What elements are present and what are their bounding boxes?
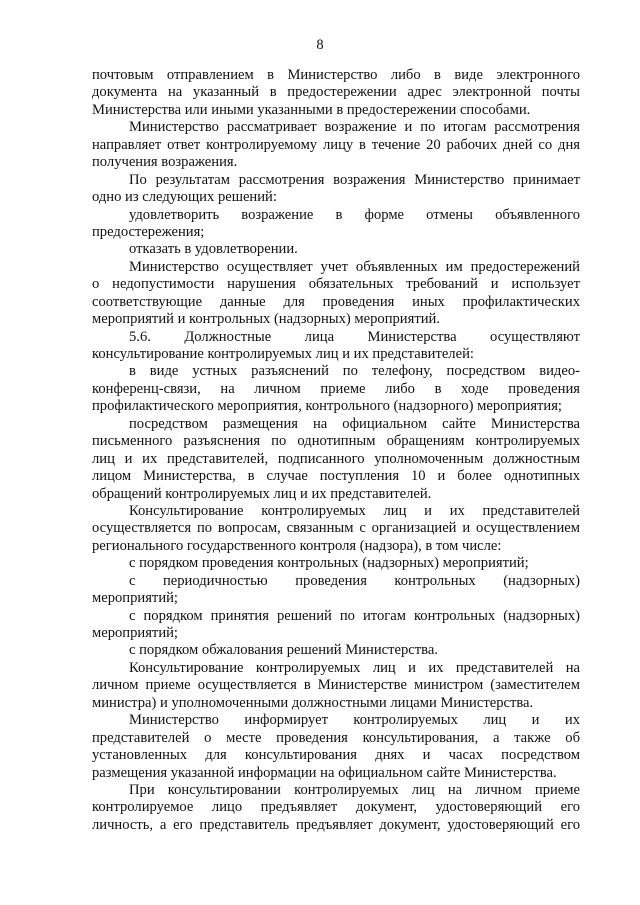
document-body bbox=[92, 67, 580, 834]
text-line: получения возражения. bbox=[92, 154, 238, 171]
text-line: мероприятий и контрольных (надзорных) мероприятий. bbox=[92, 311, 440, 328]
text-line: Министерство осуществляет учет объявленных им предостережений bbox=[129, 258, 580, 275]
text-line: личном приеме осуществляется в Министерстве министром (заместителем bbox=[92, 677, 580, 694]
text-line: одно из следующих решений: bbox=[92, 189, 277, 206]
text-line: установленных для консультирования днях и часах посредством bbox=[92, 747, 580, 764]
text-line: предостережения; bbox=[92, 223, 205, 240]
text-line: удовлетворить возражение в форме отмены объявленного bbox=[129, 206, 580, 223]
text-line: о недопустимости нарушения обязательных требований и использует bbox=[92, 276, 580, 293]
text-line: Консультирование контролируемых лиц и их представителей на bbox=[129, 659, 580, 676]
text-line: конференц-связи, на личном приеме либо в ходе проведения bbox=[92, 380, 580, 397]
text-line: осуществляется по вопросам, связанным с организацией и осуществлением bbox=[92, 520, 580, 537]
text-line: отказать в удовлетворении. bbox=[129, 241, 298, 258]
text-line: личность, а его представитель предъявляет документ, удостоверяющий его bbox=[92, 816, 580, 833]
text-line: с порядком проведения контрольных (надзорных) мероприятий; bbox=[129, 555, 529, 572]
text-line: с порядком обжалования решений Министерства. bbox=[129, 642, 438, 659]
text-line: профилактического мероприятия, контрольного (надзорного) мероприятия; bbox=[92, 398, 562, 415]
text-line: лицом Министерства, в случае поступления 10 и более однотипных bbox=[92, 468, 580, 485]
text-line: посредством размещения на официальном сайте Министерства bbox=[129, 415, 580, 432]
text-line: По результатам рассмотрения возражения Министерство принимает bbox=[129, 171, 580, 188]
text-line: письменного разъяснения по однотипным обращениям контролируемых bbox=[92, 433, 580, 450]
text-line: Консультирование контролируемых лиц и их представителей bbox=[129, 502, 580, 519]
text-line: мероприятий; bbox=[92, 625, 178, 641]
text-line: министра) и уполномоченными должностными лицами Министерства. bbox=[92, 694, 534, 711]
text-line: размещения указанной информации на официальном сайте Министерства. bbox=[92, 764, 557, 781]
text-line: регионального государственного контроля (надзора), в том числе: bbox=[92, 537, 502, 554]
text-line: почтовым отправлением в Министерство либо в виде электронного bbox=[92, 67, 580, 83]
text-line: 5.6. Должностные лица Министерства осуществляют bbox=[129, 328, 580, 345]
text-line: направляет ответ контролируемому лицу в течение 20 рабочих дней со дня bbox=[92, 136, 580, 153]
page-number: 8 bbox=[316, 37, 324, 53]
text-line: контролируемое лицо предъявляет документ, удостоверяющий его bbox=[92, 799, 580, 816]
text-line: При консультировании контролируемых лиц на личном приеме bbox=[129, 781, 580, 798]
text-line: обращений контролируемых лиц и их представителей. bbox=[92, 485, 432, 502]
text-line: соответствующие данные для проведения иных профилактических bbox=[92, 293, 580, 310]
text-line: Министерство информирует контролируемых лиц и их bbox=[129, 712, 580, 729]
text-line: лиц и их представителей, подписанного уполномоченным должностным bbox=[92, 450, 580, 467]
text-line: документа на указанный в предостережении адрес электронной почты bbox=[92, 84, 580, 101]
text-line: Министерства или иными указанными в предостережении способами. bbox=[92, 101, 531, 118]
text-line: мероприятий; bbox=[92, 590, 178, 607]
text-line: представителей о месте проведения консультирования, а также об bbox=[92, 729, 580, 746]
text-line: с периодичностью проведения контрольных (надзорных) bbox=[129, 572, 580, 589]
text-line: консультирование контролируемых лиц и их представителей: bbox=[92, 346, 474, 362]
text-line: в виде устных разъяснений по телефону, посредством видео- bbox=[129, 363, 580, 380]
text-line: Министерство рассматривает возражение и по итогам рассмотрения bbox=[129, 119, 580, 136]
text-line: с порядком принятия решений по итогам контрольных (надзорных) bbox=[129, 607, 580, 624]
